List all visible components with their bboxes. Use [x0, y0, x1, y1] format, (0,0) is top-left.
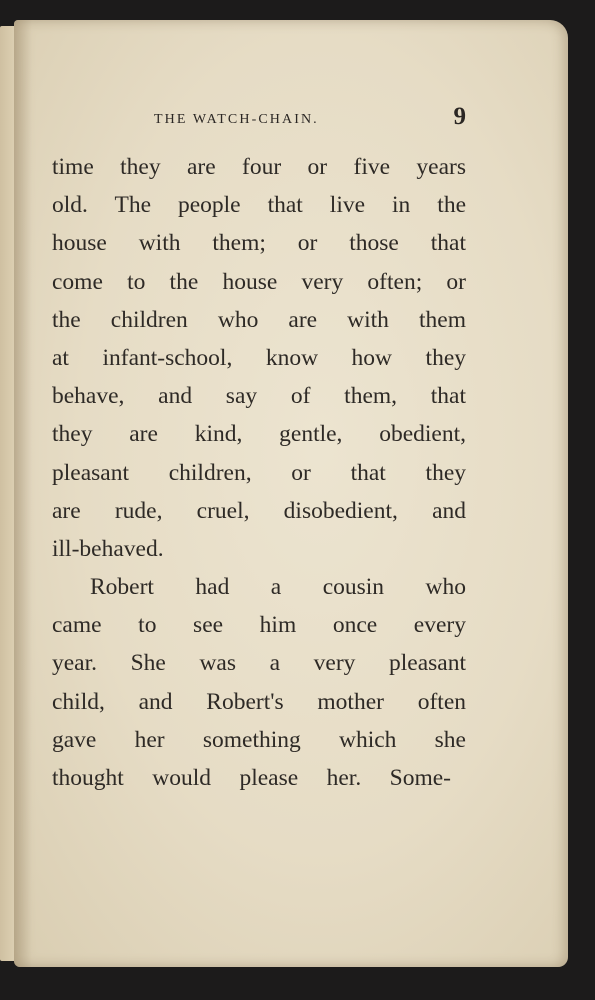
text-line: child, and Robert's mother often: [52, 688, 466, 715]
text-line: time they are four or five years: [52, 154, 466, 180]
text-line: pleasant children, or that they: [52, 459, 466, 486]
gutter-shadow: [14, 20, 32, 967]
running-title: THE WATCH-CHAIN.: [154, 112, 319, 127]
body-text: [52, 148, 466, 797]
text-line: Robert had a cousin who: [90, 574, 466, 601]
text-line: thought would please her. Some-: [52, 765, 451, 791]
text-line: the children who are with them: [52, 306, 466, 333]
text-line: year. She was a very pleasant: [52, 650, 466, 677]
text-line: old. The people that live in the: [52, 192, 466, 219]
text-line: behave, and say of them, that: [52, 383, 466, 410]
text-line: they are kind, gentle, obedient,: [52, 421, 466, 448]
text-line: came to see him once every: [52, 612, 466, 639]
text-line: house with them; or those that: [52, 230, 466, 257]
text-line: ill-behaved.: [52, 535, 164, 562]
text-line: are rude, cruel, disobedient, and: [52, 497, 466, 524]
text-line: gave her something which she: [52, 726, 466, 753]
page-number: 9: [453, 103, 466, 130]
text-line: come to the house very often; or: [52, 268, 466, 295]
page-header: [52, 103, 466, 133]
text-line: at infant-school, know how they: [52, 344, 466, 371]
